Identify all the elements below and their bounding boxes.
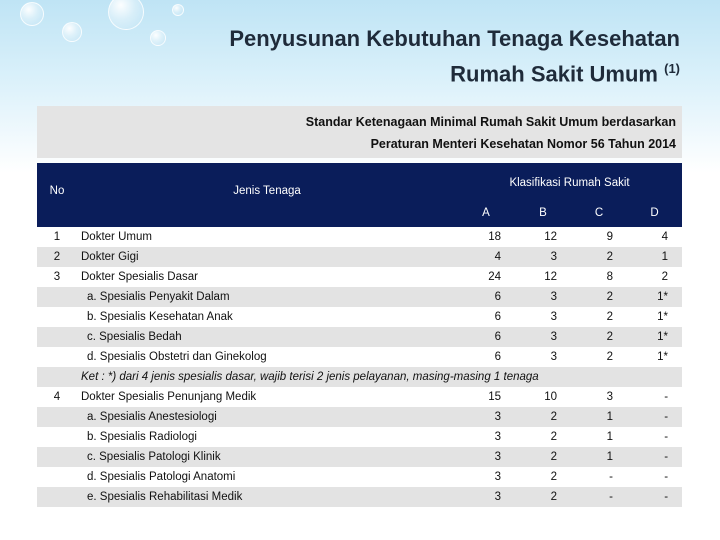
header-jenis-tenaga: Jenis Tenaga xyxy=(77,163,457,227)
row-number xyxy=(37,427,77,447)
header-klasifikasi: Klasifikasi Rumah Sakit xyxy=(457,163,682,199)
header-class-b: B xyxy=(515,199,571,227)
value-class-a: 6 xyxy=(457,327,515,347)
value-class-d: 4 xyxy=(627,227,682,247)
table-body-2 xyxy=(37,387,682,507)
row-number: 4 xyxy=(37,387,77,407)
table-note-body xyxy=(37,367,682,387)
title-superscript: (1) xyxy=(664,61,680,76)
value-class-d: - xyxy=(627,407,682,427)
value-class-b: 2 xyxy=(515,407,571,427)
value-class-c: 1 xyxy=(571,407,627,427)
value-class-c: 2 xyxy=(571,347,627,367)
table-row xyxy=(37,287,682,307)
table-body-1 xyxy=(37,227,682,367)
table-row xyxy=(37,387,682,407)
value-class-b: 3 xyxy=(515,247,571,267)
value-class-d: 1* xyxy=(627,287,682,307)
value-class-d: - xyxy=(627,467,682,487)
value-class-b: 3 xyxy=(515,327,571,347)
value-class-a: 3 xyxy=(457,487,515,507)
row-name: b. Spesialis Radiologi xyxy=(77,427,457,447)
value-class-a: 3 xyxy=(457,407,515,427)
value-class-b: 3 xyxy=(515,307,571,327)
table-row xyxy=(37,247,682,267)
table-row xyxy=(37,267,682,287)
staffing-table xyxy=(37,163,682,507)
row-number xyxy=(37,407,77,427)
value-class-c: 2 xyxy=(571,287,627,307)
title-line-2: Rumah Sakit Umum $^{(1)}$ xyxy=(450,61,680,87)
value-class-b: 2 xyxy=(515,427,571,447)
row-name: c. Spesialis Patologi Klinik xyxy=(77,447,457,467)
row-number xyxy=(37,467,77,487)
decorative-bubble xyxy=(62,22,82,42)
value-class-a: 18 xyxy=(457,227,515,247)
row-name: Dokter Gigi xyxy=(77,247,457,267)
title-line-1: Penyusunan Kebutuhan Tenaga Kesehatan xyxy=(229,26,680,51)
row-name: Dokter Spesialis Dasar xyxy=(77,267,457,287)
value-class-d: 1* xyxy=(627,347,682,367)
header-class-c: C xyxy=(571,199,627,227)
header-class-a: A xyxy=(457,199,515,227)
row-number xyxy=(37,487,77,507)
value-class-b: 2 xyxy=(515,447,571,467)
subtitle-line-2: Peraturan Menteri Kesehatan Nomor 56 Tahun 2014 xyxy=(370,137,676,151)
row-name: d. Spesialis Patologi Anatomi xyxy=(77,467,457,487)
table-row xyxy=(37,307,682,327)
row-name: Dokter Spesialis Penunjang Medik xyxy=(77,387,457,407)
value-class-d: - xyxy=(627,387,682,407)
row-number xyxy=(37,327,77,347)
row-name: a. Spesialis Penyakit Dalam xyxy=(77,287,457,307)
header-no: No xyxy=(37,163,77,227)
row-name: Dokter Umum xyxy=(77,227,457,247)
row-number: 1 xyxy=(37,227,77,247)
subtitle-box xyxy=(37,106,682,158)
table-row xyxy=(37,447,682,467)
row-number xyxy=(37,287,77,307)
value-class-c: - xyxy=(571,487,627,507)
value-class-c: 1 xyxy=(571,427,627,447)
value-class-b: 10 xyxy=(515,387,571,407)
table-row xyxy=(37,467,682,487)
value-class-a: 6 xyxy=(457,287,515,307)
value-class-d: 2 xyxy=(627,267,682,287)
value-class-c: - xyxy=(571,467,627,487)
value-class-a: 3 xyxy=(457,447,515,467)
value-class-c: 3 xyxy=(571,387,627,407)
value-class-a: 3 xyxy=(457,467,515,487)
value-class-c: 2 xyxy=(571,307,627,327)
value-class-a: 3 xyxy=(457,427,515,447)
value-class-c: 9 xyxy=(571,227,627,247)
table-row xyxy=(37,227,682,247)
decorative-bubble xyxy=(20,2,44,26)
decorative-bubble xyxy=(108,0,144,30)
decorative-bubble xyxy=(150,30,166,46)
row-name: d. Spesialis Obstetri dan Ginekolog xyxy=(77,347,457,367)
row-name: c. Spesialis Bedah xyxy=(77,327,457,347)
subtitle-line-1: Standar Ketenagaan Minimal Rumah Sakit Umum berdasarkan xyxy=(305,115,676,129)
row-name: e. Spesialis Rehabilitasi Medik xyxy=(77,487,457,507)
value-class-b: 3 xyxy=(515,347,571,367)
table-row xyxy=(37,327,682,347)
value-class-c: 1 xyxy=(571,447,627,467)
row-name: b. Spesialis Kesehatan Anak xyxy=(77,307,457,327)
value-class-a: 6 xyxy=(457,307,515,327)
row-number: 2 xyxy=(37,247,77,267)
value-class-b: 12 xyxy=(515,267,571,287)
table-row xyxy=(37,347,682,367)
value-class-b: 3 xyxy=(515,287,571,307)
value-class-c: 8 xyxy=(571,267,627,287)
table-row xyxy=(37,487,682,507)
row-number xyxy=(37,447,77,467)
header-class-d: D xyxy=(627,199,682,227)
value-class-d: 1 xyxy=(627,247,682,267)
value-class-b: 12 xyxy=(515,227,571,247)
value-class-d: - xyxy=(627,447,682,467)
slide-title xyxy=(229,24,680,89)
table-row xyxy=(37,427,682,447)
value-class-b: 2 xyxy=(515,487,571,507)
value-class-a: 4 xyxy=(457,247,515,267)
row-number xyxy=(37,307,77,327)
row-number xyxy=(37,347,77,367)
value-class-d: - xyxy=(627,427,682,447)
value-class-d: 1* xyxy=(627,307,682,327)
value-class-a: 15 xyxy=(457,387,515,407)
row-number: 3 xyxy=(37,267,77,287)
value-class-d: - xyxy=(627,487,682,507)
value-class-c: 2 xyxy=(571,327,627,347)
value-class-a: 24 xyxy=(457,267,515,287)
value-class-c: 2 xyxy=(571,247,627,267)
table-row xyxy=(37,407,682,427)
value-class-b: 2 xyxy=(515,467,571,487)
value-class-a: 6 xyxy=(457,347,515,367)
table-note: Ket : *) dari 4 jenis spesialis dasar, wajib terisi 2 jenis pelayanan, masing-masing 1 tenaga xyxy=(77,367,682,387)
value-class-d: 1* xyxy=(627,327,682,347)
note-row xyxy=(37,367,682,387)
decorative-bubble xyxy=(172,4,184,16)
row-name: a. Spesialis Anestesiologi xyxy=(77,407,457,427)
